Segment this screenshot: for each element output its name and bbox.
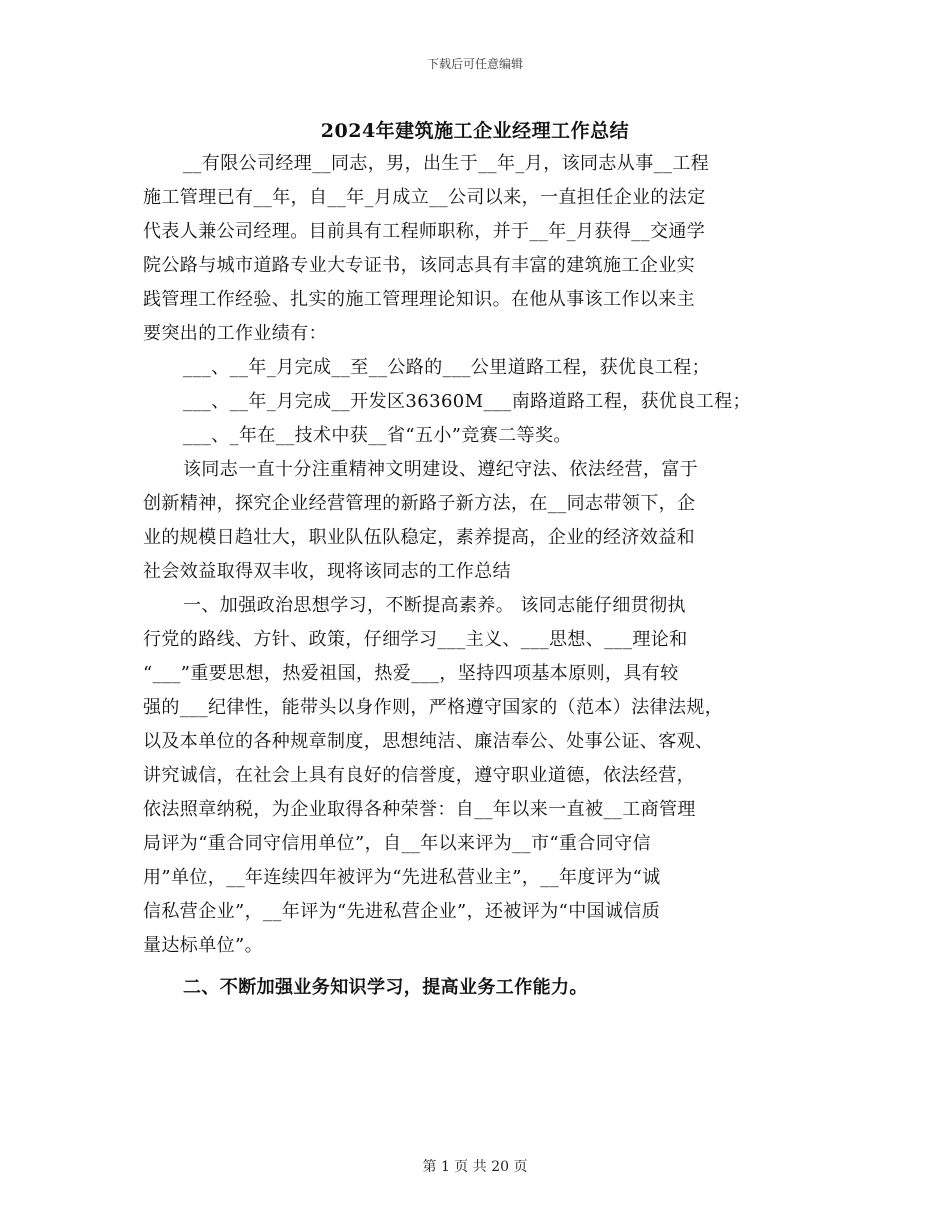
body-text-line: __有限公司经理__同志，男，出生于__年_月，该同志从事__工程 — [183, 153, 710, 174]
body-text-line: 用”单位，__年连续四年被评为“先进私营业主”，__年度评为“诚 — [143, 867, 661, 888]
page-footer-number: 第 1 页 共 20 页 — [422, 1159, 528, 1175]
document-title: 2024年建筑施工企业经理工作总结 — [320, 120, 630, 142]
body-text-line: 院公路与城市道路专业大专证书，该同志具有丰富的建筑施工企业实 — [143, 255, 695, 276]
body-text-line: 信私营企业”，__年评为“先进私营企业”，还被评为“中国诚信质 — [143, 901, 661, 922]
body-text-line: 要突出的工作业绩有： — [143, 323, 327, 344]
document-body — [143, 147, 828, 1005]
section-heading: 二、不断加强业务知识学习，提高业务工作能力。 — [183, 977, 588, 998]
body-text-line: 依法照章纳税，为企业取得各种荣誉：自__年以来一直被__工商管理 — [143, 799, 696, 820]
body-text-line: 讲究诚信，在社会上具有良好的信誉度，遵守职业道德，依法经营， — [143, 765, 695, 786]
body-text-line: 代表人兼公司经理。目前具有工程师职称，并于__年_月获得__交通学 — [143, 221, 706, 242]
body-text-line: 局评为“重合同守信用单位”，自__年以来评为__市“重合同守信 — [143, 833, 652, 854]
body-text-line: 践管理工作经验、扎实的施工管理理论知识。在他从事该工作以来主 — [143, 289, 695, 310]
body-text-line: ___、__年_月完成__开发区36360M___南路道路工程，获优良工程； — [183, 391, 751, 412]
body-text-line: 一、加强政治思想学习，不断提高素养。 该同志能仔细贯彻执 — [183, 595, 686, 616]
body-text-line: 社会效益取得双丰收，现将该同志的工作总结 — [143, 561, 511, 582]
page-header-note: 下载后可任意编辑 — [426, 57, 523, 71]
body-text-line: 量达标单位”。 — [143, 935, 264, 956]
body-text-line: ___、__年_月完成__至__公路的___公里道路工程，获优良工程； — [183, 357, 710, 378]
body-text-line: “___”重要思想，热爱祖国，热爱___，坚持四项基本原则，具有较 — [143, 663, 679, 684]
body-text-line: 以及本单位的各种规章制度，思想纯洁、廉洁奉公、处事公证、客观、 — [143, 731, 714, 752]
body-text-line: 该同志一直十分注重精神文明建设、遵纪守法、依法经营，富于 — [183, 459, 699, 480]
body-text-line: 创新精神，探究企业经营管理的新路子新方法，在__同志带领下，企 — [143, 493, 696, 514]
body-text-line: 强的___纪律性，能带头以身作则，严格遵守国家的（范本）法律法规， — [143, 697, 724, 718]
body-text-line: 施工管理已有__年，自__年_月成立__公司以来，一直担任企业的法定 — [143, 187, 706, 208]
body-text-line: 行党的路线、方针、政策，仔细学习___主义、___思想、___理论和 — [143, 629, 688, 650]
body-text-line: 业的规模日趋壮大，职业队伍队稳定，素养提高，企业的经济效益和 — [143, 527, 695, 548]
body-text-line: ___、_年在__技术中获__省“五小”竞赛二等奖。 — [183, 425, 572, 446]
